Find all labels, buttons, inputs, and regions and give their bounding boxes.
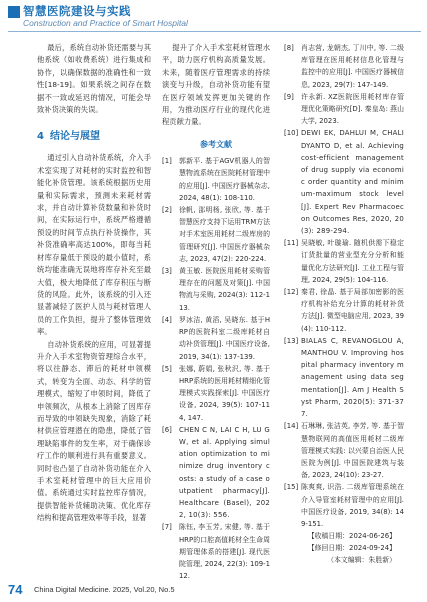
section-header-title: 智慧医院建设与实践 [23,4,131,18]
reference-number: [5] [162,364,172,373]
reference-number: [2] [162,206,172,215]
reference-item [284,481,404,530]
reference-number: [6] [162,425,172,434]
reference-item [162,155,270,204]
section-header-subtitle: Construction and Practice of Smart Hospital [23,18,188,28]
journal-citation: China Digital Medicine. 2025, Vol.20, No.5 [34,585,175,594]
reference-number: [12] [284,288,299,297]
reference-list [162,155,270,582]
reference-item [162,314,270,363]
reference-number: [8] [284,44,294,52]
reference-item [284,335,404,420]
reference-number: [11] [284,239,299,248]
reference-number: [7] [162,523,172,532]
section-title: 结论与展望 [49,131,100,143]
paragraph-system-integration: 最后，系统自动补货还需要与其他系统（如收费系统）进行集成和协作，以确保数据的准确性和一致性[18-19]。如果系统之间存在数据不一致或延迟的情况，可能会导致补货决策的失误。 [37,43,151,115]
journal-header [0,0,427,34]
journal-logo-icon [8,6,20,18]
column-2 [162,42,270,582]
reference-text: 肖志营, 龙朝杰, 丁川中, 等. 二级库管理在医用耗材信息化管理与监控中的应用[J]. 中国医疗器械信息, 2023, 29(7): 147-149. [301,44,404,89]
reference-number: [13] [284,336,299,345]
reference-number: [14] [284,422,299,431]
reference-item [284,127,404,237]
paragraph-conclusion-1: 通过引入自动补货系统，介入手术室实现了对耗材的实时监控和智能化补货管理。该系统根据历史用量和实际需求，预测未来耗材需求，并自动计算补货数量和补货时间，在实际运行中，系统严格遵循预设的时间节点执行补货操作，其补货准确率高达100%，即每当耗材库存量低于预设的最小值时，系统均能准确无误地将库存补充至最大值，极大地降低了库存积压与断货的风险。此外，该系统的引入还显著减轻了医护人员与耗材管理人员的工作负担，提升了整体管理效率。 [37,153,151,337]
reference-text: 张娜, 蔚娟, 张秋沢, 等. 基于HRP系统的医用耗材精细化管理模式实践探索[J]. 中国医疗设备, 2024, 39(5): 107-114, 147. [179,364,270,422]
reference-number: [1] [162,157,172,166]
reference-item [162,363,270,424]
reference-item [284,237,404,286]
reference-text: 秦君, 徐晶. 基于局部加密影的医疗机构补给充分计算的耗材补货方法[J]. 微型电脑应用, 2023, 39(4): 110-112. [301,288,404,333]
reference-number: [9] [284,92,294,101]
reference-text: 罗冰洁, 黄滔, 吴晓东. 基于HRP的医院科室二级库耗材自动补货管理[J]. 中国医疗设备, 2019, 34(1): 137-139. [179,315,270,361]
section-number: 4 [37,131,44,143]
reference-text: 郭新平. 基于AGV机器人的智慧物流系统在医院耗材管理中的应用[J]. 中国医疗器械杂志, 2024, 48(1): 108-110. [179,157,270,202]
editor-note: （本文编辑：朱胜新） [327,556,396,565]
reference-number: [10] [284,129,299,138]
reference-text: 石琳琳, 张洁英, 李芳, 等. 基于智慧物联网的高值医用耗材二级库管理模式实践: 以兴蒙自治医人民医院为例[J]. 中国医院建筑与装备, 2023, 24(10): 23-27. [301,422,404,480]
references-heading: 参考文献 [200,139,232,149]
header-divider [8,31,421,32]
reference-text: DEWI EK, DAHLUI M, CHALIDYANTO D, et al. Achieving cost-efficient management of drug supply via economic order quantity and minimum-maximum stock level[J]. Expert Rev Pharmacoecon Outcomes Res, 2020, 20(3): 289-294. [301,129,404,236]
reference-text: 陈爽爽, 识浩. 二级库管理系统在介入导管室耗材管理中的应用[J]. 中国医疗设备, 2019, 34(8): 149-151. [301,483,404,528]
paragraph-conclusion-2: 自动补货系统的应用，可显著提升介入手术室物资管理综合水平，将以往静态、滞后的耗材申领模式，转变为全面、动态、科学的管理模式，缩短了申领时间，降低了申领频次，从根本上消除了因库存而导致的申领缺失现象，消除了耗材供应管理潜在的隐患，降低了管理缺陷事件的发生率，对于确保诊疗工作的顺利进行具有重要意义。同时也凸显了自动补货功能在介入手术室耗材管理中的巨大应用价值。系统通过实时监控库存情况，提供智能补货辅助决策、优化库存结构和提高管理效率等手段，显著 [37,339,151,523]
reference-item [284,286,404,335]
reference-item [284,42,404,91]
reference-number: [15] [284,483,299,492]
page-number: 74 [8,582,23,597]
reference-number: [3] [162,267,172,276]
reference-item [162,521,270,582]
reference-text: 许永新. XZ医院医用耗材库存管理优化策略研究[D]. 秦皇岛: 燕山大学, 2023. [301,92,404,126]
reference-item [162,424,270,522]
reference-text: CHEN C N, LAI C H, LU G W, et al. Applying simulation optimization to minimize drug inventory costs: a study of a case outpatient pharmacy[J]. Healthcare (Basel), 2022, 10(3): 556. [179,425,270,520]
reference-text: 陈钰, 李玉芳, 宋健, 等. 基于HRP的口腔高值耗材全生命周期管理体系的搭建[J]. 现代医院管理, 2024, 22(3): 109-112. [179,523,270,581]
paragraph-conclusion-3: 提升了介入手术室耗材管理水平，助力医疗机构高质量发展。未来，随着医疗管理需求的持续演变与升级，自动补货功能有望在医疗领域发挥更加关键的作用，为推动医疗行业的现代化进程贡献力量。 [162,43,270,127]
reference-item [162,265,270,314]
reference-item [162,204,270,265]
reference-text: BIALAS C, REVANOGLOU A, MANTHOU V. Improving hospital pharmacy inventory management using data segmentation[J]. Am J Health Syst Pharm, 2020(5): 371-377. [301,336,404,419]
reference-text: 徐帆, 邵明杨, 张欣, 等. 基于智慧医疗支持下运用TRM方法对手术室医用耗材二级库房的管理研究[J]. 中国医疗器械杂志, 2023, 47(2): 220-224. [179,206,270,263]
reference-number: [4] [162,315,172,324]
reference-item [284,91,404,128]
column-3 [284,42,404,566]
revised-date: 【修回日期：2024-09-24】 [307,544,396,553]
page-footer [8,584,418,598]
reference-text: 吴晓敏, 叶璇瑜. 随机供需下稳定订货批量的营业型充分分析和能量优化方法研究[J]. 工业工程与管理, 2024, 29(5): 104-116. [301,239,404,284]
received-date: 【收稿日期：2024-06-26】 [307,532,396,541]
section-heading [37,130,151,144]
reference-text: 黄玉敏. 医院医用耗材采购管理存在的问题及对策[J]. 中国物流与采购, 2024(3): 112-113. [179,267,270,312]
column-1 [37,42,151,525]
reference-item [284,420,404,481]
